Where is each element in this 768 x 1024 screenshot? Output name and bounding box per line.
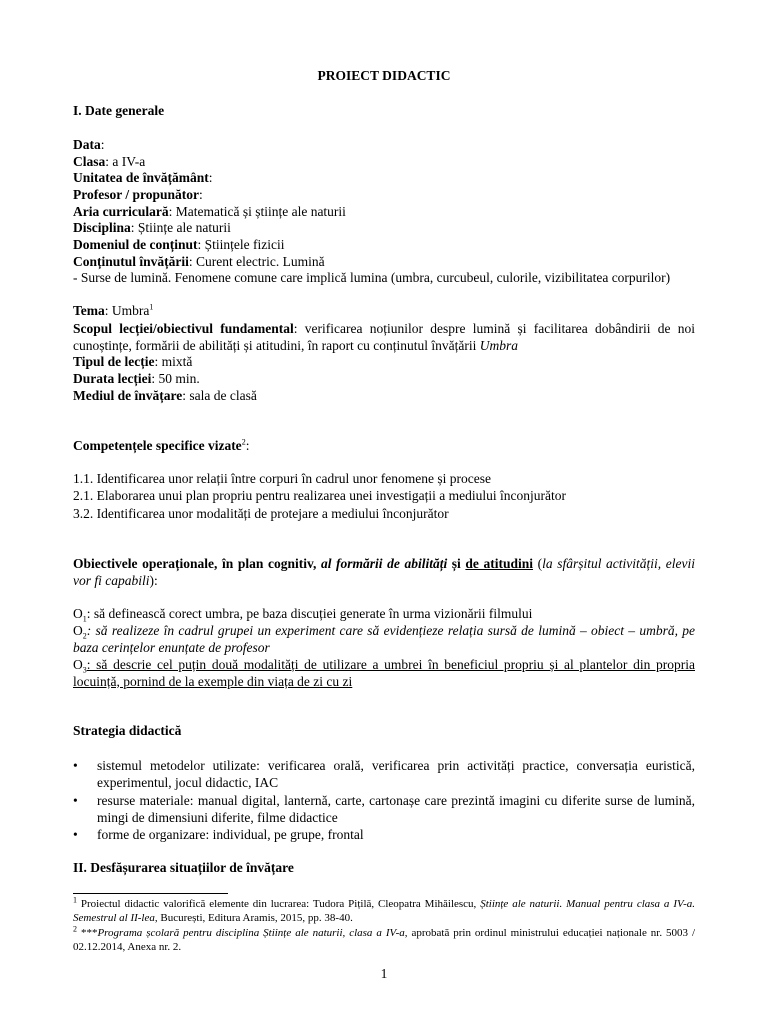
footnote-2: $^2$ ***Programa școlară pentru disciplina Științe ale naturii, clasa a IV-a, aprobată prin ordinul ministrului educației naționale nr. 5003 / 02.12.2014, Anexa nr. 2. — [73, 924, 696, 953]
field-profesor: Profesor / propunător: — [73, 187, 203, 202]
footnote-1: $^1$ Proiectul didactic valorifică elemente din lucrarea: Tudora Pițilă, Cleopatra Mihăilescu, Științe ale naturii. Manual pentru clasa a IV-a. Semestrul al II-lea, București, Editura Aramis, 2015, pp. 38-40. — [73, 895, 696, 924]
obiectiv-o2: $O_2$: să realizeze în cadrul grupei un experiment care să evidențieze relația sursă de lumină – obiect – umbră, pe baza cerințelor enunțate de profesor — [73, 623, 695, 655]
field-continutul: Conținutul învățării: Curent electric. Lumină — [73, 254, 325, 269]
page-number: 1 — [380, 966, 388, 981]
section-date-generale: I. Date generale — [73, 103, 165, 118]
field-tipul-lectiei: Tipul de lecție: mixtă — [73, 354, 193, 369]
strategia-heading: Strategia didactică — [73, 723, 182, 738]
bullet-icon: • — [73, 827, 78, 842]
competenta-item: 3.2. Identificarea unor modalități de protejare a mediului înconjurător — [73, 506, 449, 521]
surse-de-lumina: - Surse de lumină. Fenomene comune care implică lumina (umbra, curcubeul, culorile, vizibilitatea corpurilor) — [73, 270, 671, 285]
strategia-item: • sistemul metodelor utilizate: verificarea orală, verificarea prin activități practice, conversația euristică, experimentul, jocul didactic, IAC — [73, 758, 695, 790]
obiectiv-o3: $O_3$: să descrie cel puțin două modalități de utilizare a umbrei în beneficiul propriu și al plantelor din propria locuință, pornind de la exemple din viața de zi cu zi — [73, 657, 695, 689]
field-domeniul: Domeniul de conținut: Științele fizicii — [73, 237, 285, 252]
strategia-item: • resurse materiale: manual digital, lanternă, carte, cartonașe care prezintă imagini cu diferite surse de lumină, mingi de dimensiuni diferite, filme didactice — [73, 793, 695, 825]
scopul-lectiei: Scopul lecției/obiectivul fundamental: verificarea noțiunilor despre lumină și facilitarea dobândirii de noi cunoștințe, formării de abilități și atitudini, în raport cu conținutul învățării Umbra — [73, 321, 695, 353]
field-mediul: Mediul de învățare: sala de clasă — [73, 388, 257, 403]
field-disciplina: Disciplina: Științe ale naturii — [73, 220, 231, 235]
field-data: Data: — [73, 137, 105, 152]
competenta-item: 1.1. Identificarea unor relații între corpuri în cadrul unor fenomene și procese — [73, 471, 491, 486]
field-clasa: Clasa: a IV-a — [73, 154, 146, 169]
section-desfasurarea: II. Desfășurarea situațiilor de învățare — [73, 860, 294, 875]
competente-heading: Competențele specifice vizate$^2$: — [73, 437, 250, 453]
field-aria-curriculara: Aria curriculară: Matematică și științe ale naturii — [73, 204, 346, 219]
strategia-item: • forme de organizare: individual, pe grupe, frontal — [73, 827, 364, 842]
obiectiv-o1: $O_1$: să definească corect umbra, pe baza discuției generate în urma vizionării filmului — [73, 606, 533, 624]
document-title: PROIECT DIDACTIC — [317, 68, 451, 83]
field-unitatea: Unitatea de învățământ: — [73, 170, 213, 185]
document-page — [73, 0, 695, 1024]
field-durata: Durata lecției: 50 min. — [73, 371, 200, 386]
bullet-icon: • — [73, 758, 78, 773]
footnote-separator — [73, 893, 228, 894]
obiective-heading: Obiectivele operaționale, în plan cognitiv, al formării de abilități și de atitudini (la sfârșitul activității, elevii vor fi capabili): — [73, 556, 695, 588]
field-tema: Tema: Umbra$^1$ — [73, 302, 154, 318]
competenta-item: 2.1. Elaborarea unui plan propriu pentru realizarea unei investigații a mediului înconjurător — [73, 488, 566, 503]
bullet-icon: • — [73, 793, 78, 808]
